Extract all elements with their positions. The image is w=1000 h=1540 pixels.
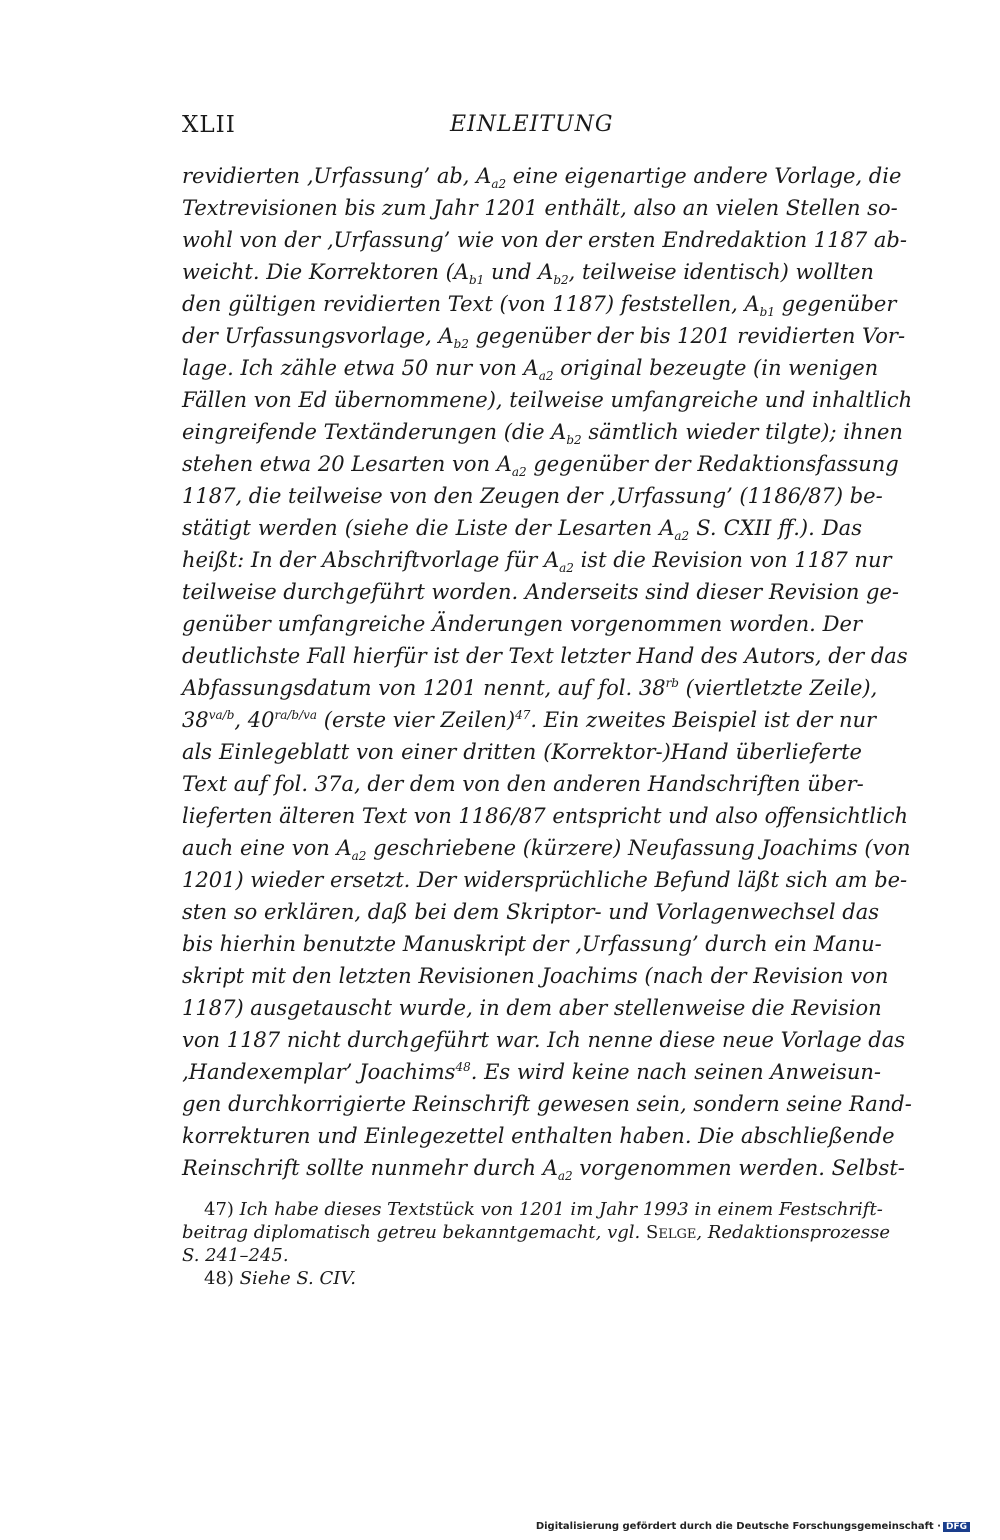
body-line: Fällen von Ed übernommene), teilweise umfangreiche und inhaltlich bbox=[182, 388, 913, 412]
footnote-line: beitrag diplomatisch getreu bekanntgemacht, vgl. Selge, Redaktionsprozesse bbox=[182, 1222, 891, 1243]
body-line: als Einlegeblatt von einer dritten (Korrektor-)Hand überlieferte bbox=[182, 740, 862, 764]
body-line: lieferten älteren Text von 1186/87 entspricht und also offensichtlich bbox=[182, 804, 908, 828]
body-text bbox=[182, 160, 913, 1184]
body-line: eingreifende Textänderungen (die $A_{b2}$ sämtlich wieder tilgte); ihnen bbox=[182, 420, 903, 448]
body-line: 1187) ausgetauscht wurde, in dem aber stellenweise die Revision bbox=[182, 996, 882, 1020]
footer-credit bbox=[536, 1521, 970, 1532]
body-line: ‚Handexemplar’ Joachims$^{48}$. Es wird keine nach seinen Anweisun- bbox=[182, 1060, 882, 1084]
body-line: von 1187 nicht durchgeführt war. Ich nenne diese neue Vorlage das bbox=[182, 1028, 906, 1052]
body-line: bis hierhin benutzte Manuskript der ‚Urfassung’ durch ein Manu- bbox=[182, 932, 882, 956]
body-line: heißt: In der Abschriftvorlage für $A_{a2}$ ist die Revision von 1187 nur bbox=[182, 548, 892, 576]
footnote bbox=[182, 1267, 862, 1290]
dfg-logo: DFG bbox=[943, 1522, 970, 1532]
body-line: Reinschrift sollte nunmehr durch $A_{a2}$ vorgenommen werden. Selbst- bbox=[182, 1156, 905, 1184]
footnotes bbox=[182, 1198, 891, 1290]
body-line: Textrevisionen bis zum Jahr 1201 enthält, also an vielen Stellen so- bbox=[182, 196, 898, 220]
body-line: teilweise durchgeführt worden. Anderseits sind dieser Revision ge- bbox=[182, 580, 900, 604]
body-line: deutlichste Fall hierfür ist der Text letzter Hand des Autors, der das bbox=[182, 644, 908, 668]
body-line: gen durchkorrigierte Reinschrift gewesen sein, sondern seine Rand- bbox=[182, 1092, 912, 1116]
body-line: korrekturen und Einlegezettel enthalten haben. Die abschließende bbox=[182, 1124, 895, 1148]
footer-credit-text: Digitalisierung gefördert durch die Deutsche Forschungsgemeinschaft · bbox=[535, 1521, 941, 1532]
body-line: $38^{va/b}$, $40^{ra/b/va}$ (erste vier Zeilen)$^{47}$. Ein zweites Beispiel ist der nur bbox=[182, 708, 877, 732]
footnote bbox=[182, 1198, 891, 1267]
footnote-number: 48) bbox=[204, 1268, 240, 1289]
body-line: sten so erklären, daß bei dem Skriptor- und Vorlagenwechsel das bbox=[182, 900, 880, 924]
body-line: 1201) wieder ersetzt. Der widersprüchliche Befund läßt sich am be- bbox=[182, 868, 908, 892]
running-head: EINLEITUNG bbox=[450, 112, 614, 137]
footnote-line: 48) Siehe S. CIV. bbox=[204, 1268, 356, 1289]
page-number: XLII bbox=[182, 112, 236, 138]
body-line: auch eine von $A_{a2}$ geschriebene (kürzere) Neufassung Joachims (von bbox=[182, 836, 911, 864]
footnote-line: S. 241–245. bbox=[182, 1245, 289, 1266]
body-line: lage. Ich zähle etwa 50 nur von $A_{a2}$ original bezeugte (in wenigen bbox=[182, 356, 879, 384]
body-line: der Urfassungsvorlage, $A_{b2}$ gegenüber der bis 1201 revidierten Vor- bbox=[182, 324, 906, 352]
body-line: Abfassungsdatum von 1201 nennt, auf fol. $38^{rb}$ (viertletzte Zeile), bbox=[182, 676, 878, 700]
footnote-line: 47) Ich habe dieses Textstück von 1201 im Jahr 1993 in einem Festschrift- bbox=[204, 1199, 883, 1220]
body-line: den gültigen revidierten Text (von 1187) feststellen, $A_{b1}$ gegenüber bbox=[182, 292, 897, 320]
body-line: weicht. Die Korrektoren ($A_{b1}$ und $A_{b2}$, teilweise identisch) wollten bbox=[182, 260, 874, 288]
body-line: Text auf fol. 37a, der dem von den anderen Handschriften über- bbox=[182, 772, 864, 796]
body-line: stätigt werden (siehe die Liste der Lesarten $A_{a2}$ S. CXII ff.). Das bbox=[182, 516, 862, 544]
body-line: 1187, die teilweise von den Zeugen der ‚Urfassung’ (1186/87) be- bbox=[182, 484, 883, 508]
body-line: genüber umfangreiche Änderungen vorgenommen worden. Der bbox=[182, 612, 862, 636]
body-line: revidierten ‚Urfassung’ ab, $A_{a2}$ eine eigenartige andere Vorlage, die bbox=[182, 164, 902, 192]
footnote-number: 47) bbox=[204, 1199, 240, 1220]
body-line: stehen etwa 20 Lesarten von $A_{a2}$ gegenüber der Redaktionsfassung bbox=[182, 452, 899, 480]
body-line: wohl von der ‚Urfassung’ wie von der ersten Endredaktion 1187 ab- bbox=[182, 228, 907, 252]
body-line: skript mit den letzten Revisionen Joachims (nach der Revision von bbox=[182, 964, 889, 988]
